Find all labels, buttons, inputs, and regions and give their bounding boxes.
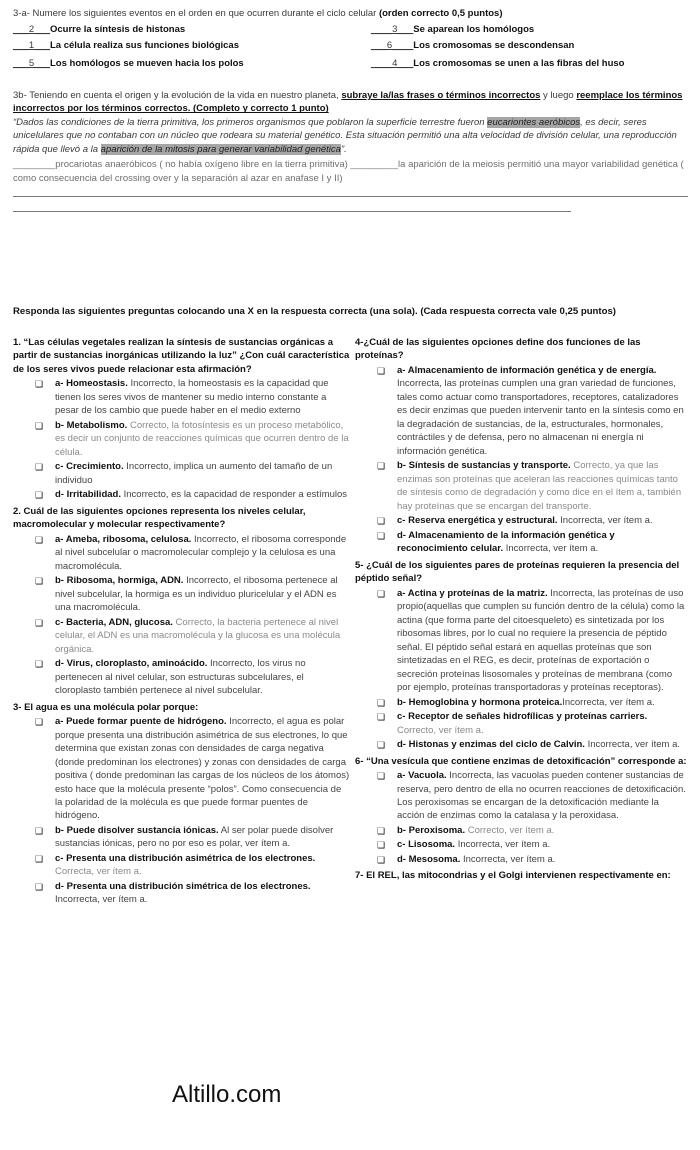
option-explanation: Correcto, ver ítem a.: [465, 824, 555, 836]
checkbox-icon[interactable]: ❏: [377, 825, 386, 836]
checkbox-icon[interactable]: ❏: [377, 854, 386, 865]
checkbox-icon[interactable]: ❏: [377, 840, 386, 851]
option-explanation: Incorrecto, los virus no pertenecen al nivel celular, son estructuras subcelulares, el cloroplasto también pertenece al nivel subcelular.: [55, 658, 306, 697]
questions-left-column: [13, 336, 351, 908]
section-3b-intro: 3b- Teniendo en cuenta el origen y la evolución de la vida en nuestro planeta, subraye la/las frases o términos incorrectos y luego reemplace los términos incorrectos por los términos correctos. (Completo y correcto 1 punto): [13, 90, 683, 115]
question-text: 7- El REL, las mitocondrias y el Golgi intervienen respectivamente en:: [355, 870, 671, 882]
answer-option: [355, 710, 688, 737]
option-label: a- Puede formar puente de hidrógeno.: [55, 716, 227, 728]
answer-option: [13, 460, 351, 487]
answer-option: [355, 529, 688, 556]
sequence-item: ___2___Ocurre la síntesis de histonas: [13, 24, 186, 36]
option-explanation: Incorrecto, implica un aumento del tamaño de un individuo: [55, 461, 333, 486]
question-text: 2. Cuál de las siguientes opciones representa los niveles celular, macromolecular y molecular respectivamente?: [13, 505, 306, 531]
sequence-item: ____4___Los cromosomas se unen a las fibras del huso: [371, 58, 625, 70]
option-label: c- Bacteria, ADN, glucosa.: [55, 616, 173, 628]
option-explanation: Incorrecta, las vacuolas pueden contener sustancias de reserva, pero dentro de ella no ocurren reacciones de detoxificación. Los peroxisomas se encargan de la detoxificación mediante la acción de enzimas como la catalasa y la peroxidasa.: [397, 770, 686, 822]
answer-option: [13, 574, 351, 614]
option-explanation: Al ser polar puede disolver sustancias iónicas, pero no por eso es polar, ver ítem a.: [55, 824, 334, 850]
option-label: b- Metabolismo.: [55, 419, 128, 431]
answer-line: [13, 196, 688, 197]
checkbox-icon[interactable]: ❏: [377, 365, 386, 376]
highlighted-term: eucariontes aeróbicos: [487, 116, 581, 128]
option-label: a- Ameba, ribosoma, celulosa.: [55, 533, 192, 545]
answer-option: [13, 657, 351, 697]
section-3b-quote: “Dados las condiciones de la tierra primitiva, los primeros organismos que poblaron la superficie terrestre fueron eucariontes aeróbicos, es decir, seres unicelulares que no contaban con un núcleo que rodeara su material genético. Esta situación permitió una alta velocidad de división celular, una reproducción rápida que llevó a la aparición de la mitosis para generar variabilidad genética”.: [13, 116, 677, 155]
answer-option: [13, 616, 351, 656]
checkbox-icon[interactable]: ❏: [35, 659, 44, 670]
option-label: d- Histonas y enzimas del ciclo de Calvin.: [397, 739, 585, 751]
option-explanation: Incorrecto, el ribosoma pertenece al nivel subcelular, la hormiga es un individuo pluricelular y el ADN es una macromolécula.: [55, 575, 338, 614]
answer-option: [355, 738, 688, 751]
question-text: 6- “Una vesícula que contiene enzimas de detoxificación” corresponde a:: [355, 755, 687, 767]
checkbox-icon[interactable]: ❏: [35, 462, 44, 473]
option-label: d- Mesosoma.: [397, 853, 461, 865]
answer-option: [13, 419, 351, 459]
option-label: d- Virus, cloroplasto, aminoácido.: [55, 658, 208, 670]
sequence-items: [13, 23, 688, 70]
checkbox-icon[interactable]: ❏: [377, 530, 386, 541]
answer-option: [13, 824, 351, 851]
option-explanation: Incorrecto, la homeostasis es la capacidad que tienen los seres vivos de mantener su medio interno constante a pesar de los cambio que puede haber en el medio externo: [55, 378, 329, 417]
option-label: c- Presenta una distribución asimétrica de los electrones.: [55, 852, 316, 864]
option-label: c- Reserva energética y estructural.: [397, 515, 558, 527]
answer-option: [355, 514, 688, 527]
option-explanation: Incorrecta, las proteínas cumplen una gran variedad de funciones, tales como actuar como transportadores, receptores, catalizadores es decir enzimas que pueden intervenir tanto en la síntesis como en la degradación de sustancias, de la, estructurales, hormonales, contráctiles y de defensa, pero no almacenan ni energía ni información genética.: [397, 378, 684, 457]
checkbox-icon[interactable]: ❏: [377, 771, 386, 782]
option-explanation: Incorrecto, el ribosoma corresponde al nivel subcelular o macromolecular complejo y la celulosa es una macromolécula.: [55, 533, 347, 572]
option-explanation: Correcta, ver ítem a.: [55, 866, 142, 878]
section-3a: [13, 7, 688, 71]
checkbox-icon[interactable]: ❏: [377, 516, 386, 527]
option-label: c- Crecimiento.: [55, 461, 124, 473]
answer-option: [13, 488, 351, 501]
checkbox-icon[interactable]: ❏: [35, 534, 44, 545]
section-3b-answer: ________procariotas anaeróbicos ( no había oxígeno libre en la tierra primitiva) _________la aparición de la meiosis permitió una mayor variabilidad genética ( como consecuencia del crossing over y la separación al azar en anafase I y II): [13, 159, 684, 184]
instructions: Responda las siguientes preguntas colocando una X en la respuesta correcta (una sola). (Cada respuesta correcta vale 0,25 puntos): [13, 306, 616, 317]
answer-option: [13, 377, 351, 417]
option-label: b- Síntesis de sustancias y transporte.: [397, 460, 571, 472]
option-explanation: Incorrecta, las proteínas de uso propio(aquellas que cumplen su función dentro de la célula) como la actina (que forma parte del citoesqueleto) es sintetizada por los ribosomas libres, por lo cual no requiere la presencia de péptido señal. El péptido señal estará en aquellas proteínas que son sintetizadas en el REG, es decir, proteínas de exportación o secreción proteínas lisosomales y proteínas de membrana (como por ejemplo, proteínas transportadoras y proteínas receptoras).: [397, 587, 685, 694]
option-explanation: Incorrecta, ver ítem a.: [562, 696, 655, 708]
questions-right-column: [355, 336, 688, 883]
checkbox-icon[interactable]: ❏: [35, 379, 44, 390]
checkbox-icon[interactable]: ❏: [35, 420, 44, 431]
option-label: c- Receptor de señales hidrofílicas y proteínas carriers.: [397, 711, 648, 723]
checkbox-icon[interactable]: ❏: [377, 740, 386, 751]
answer-option: [355, 459, 688, 513]
checkbox-icon[interactable]: ❏: [35, 853, 44, 864]
option-label: b- Ribosoma, hormiga, ADN.: [55, 575, 184, 587]
question-text: 4-¿Cuál de las siguientes opciones define dos funciones de las proteínas?: [355, 337, 641, 362]
option-explanation: Incorrecta, ver ítem a.: [455, 839, 551, 851]
checkbox-icon[interactable]: ❏: [35, 825, 44, 836]
checkbox-icon[interactable]: ❏: [377, 697, 386, 708]
option-explanation: Correcto, ya que las enzimas son proteínas que aceleran las reacciones químicas tanto de síntesis como de degradación y como dice en el ítem a, también hay proteínas que se encargan del transporte.: [397, 460, 682, 512]
checkbox-icon[interactable]: ❏: [377, 712, 386, 723]
checkbox-icon[interactable]: ❏: [377, 461, 386, 472]
option-label: a- Homeostasis.: [55, 378, 128, 390]
checkbox-icon[interactable]: ❏: [35, 490, 44, 501]
answer-option: [355, 824, 688, 837]
option-explanation: Incorrecto, es la capacidad de responder a estímulos: [120, 489, 347, 501]
sequence-item: ____3___Se aparean los homólogos: [371, 24, 535, 36]
answer-option: [355, 838, 688, 851]
answer-option: [355, 769, 688, 823]
option-explanation: Correcto, la fotosíntesis es un proceso metabólico, es decir un conjunto de reacciones químicas que ocurren dentro de la célula.: [55, 419, 349, 458]
answer-option: [13, 533, 351, 573]
question-text: 5- ¿Cuál de los siguientes pares de proteínas requieren la presencia del péptido señal?: [355, 559, 680, 585]
option-label: b- Peroxisoma.: [397, 824, 466, 836]
checkbox-icon[interactable]: ❏: [35, 617, 44, 628]
answer-option: [355, 364, 688, 458]
option-explanation: Correcto, ver ítem a.: [397, 724, 484, 736]
question-text: 3- El agua es una molécula polar porque:: [13, 701, 199, 713]
question-text: 1. “Las células vegetales realizan la síntesis de sustancias orgánicas a partir de sustancias inorgánicas utilizando la luz” ¿Con cuál característica de los seres vivos puede relacionar esta afirmación?: [13, 337, 350, 375]
answer-option: [13, 852, 351, 879]
section-3b: [13, 89, 688, 212]
option-label: a- Vacuola.: [397, 770, 447, 782]
option-label: a- Almacenamiento de información genética y de energía.: [397, 364, 657, 376]
option-explanation: Incorrecta, ver ítem a.: [55, 894, 148, 906]
option-explanation: Incorrecta, ver ítem a.: [557, 515, 653, 527]
checkbox-icon[interactable]: ❏: [35, 881, 44, 892]
sequence-item: ___5___Los homólogos se mueven hacia los polos: [13, 58, 244, 70]
option-label: d- Irritabilidad.: [55, 489, 121, 501]
sequence-item: ___1___La célula realiza sus funciones biológicas: [13, 39, 239, 51]
checkbox-icon[interactable]: ❏: [35, 576, 44, 587]
option-explanation: Incorrecto, el agua es polar porque presenta una distribución asimétrica de sus electrones, lo que determina que existan zonas con densidades de carga negativa (donde predominan los electrones) y zonas con densidades de carga positiva ( donde predominan las cargas de los núcleos de los átomos) esto hace que la molécula presente “polos”. Como consecuencia de la polaridad de la molécula es que puede formar puentes de hidrógeno.: [55, 716, 350, 822]
option-explanation: Incorrecta, ver ítem a.: [460, 853, 556, 865]
option-label: d- Almacenamiento de la información genética y reconocimiento celular.: [397, 529, 615, 555]
checkbox-icon[interactable]: ❏: [35, 717, 44, 728]
checkbox-icon[interactable]: ❏: [377, 588, 386, 599]
option-label: a- Actina y proteínas de la matriz.: [397, 587, 548, 599]
answer-option: [355, 853, 688, 866]
altillo-logo: Altillo.com: [172, 1081, 282, 1108]
option-label: c- Lisosoma.: [397, 839, 456, 851]
sequence-item: ___6____Los cromosomas se descondensan: [371, 39, 575, 51]
option-explanation: Incorrecta, ver ítem a.: [503, 543, 599, 555]
highlighted-term: aparición de la mitosis para generar variabilidad genética: [100, 143, 341, 155]
answer-option: [13, 715, 351, 823]
section-3a-title: 3-a- Numere los siguientes eventos en el orden en que ocurren durante el ciclo celular (orden correcto 0,5 puntos): [13, 8, 503, 19]
answer-line: [13, 211, 571, 212]
option-label: d- Presenta una distribución simétrica de los electrones.: [55, 880, 311, 892]
option-explanation: Correcto, la bacteria pertenece al nivel celular, el ADN es una macromolécula y la glucosa es una molécula orgánica.: [55, 616, 341, 655]
option-label: b- Hemoglobina y hormona proteica.: [397, 696, 563, 708]
option-label: b- Puede disolver sustancia iónicas.: [55, 824, 219, 836]
answer-option: [355, 587, 688, 695]
answer-option: [13, 880, 351, 907]
answer-option: [355, 696, 688, 709]
option-explanation: Incorrecta, ver ítem a.: [584, 739, 680, 751]
